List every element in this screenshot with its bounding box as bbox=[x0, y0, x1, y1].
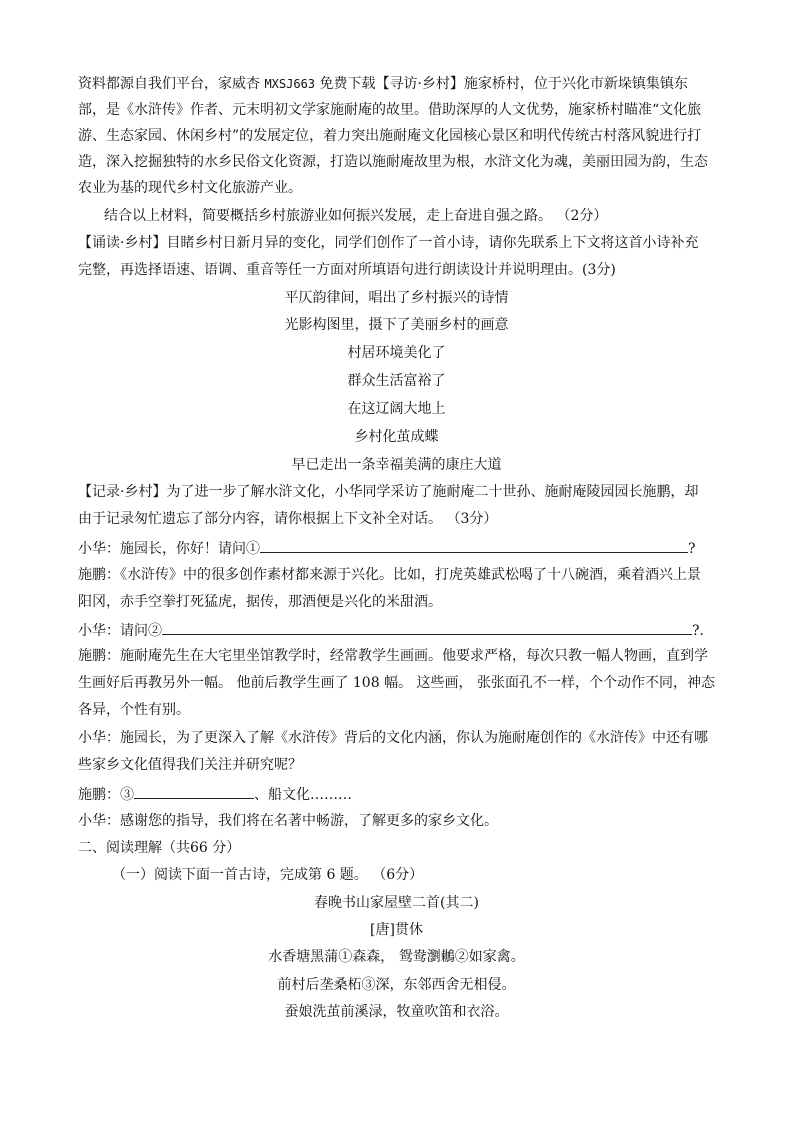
poem-line-6: 乡村化茧成蝶 bbox=[354, 429, 439, 445]
dialog-5-line-1: 小华：施园长，为了更深入了解《水浒传》背后的文化内涵，你认为施耐庵创作的《水浒传》中还有哪 bbox=[78, 730, 708, 746]
dialog-6 bbox=[78, 784, 718, 804]
paragraph-3-line-1: 【记录·乡村】为了进一步了解水浒文化，小华同学采访了施耐庵二十世孙、施耐庵陵园园长施鹏，却 bbox=[78, 484, 699, 500]
section-2-title: 二、阅读理解（共66 分） bbox=[78, 840, 241, 856]
dialog-4-line-3: 各异，个性有别。 bbox=[78, 702, 190, 718]
question-1: 结合以上材料，简要概括乡村旅游业如何振兴发展，走上奋进自强之路。 （2分） bbox=[104, 208, 608, 224]
dialog-5-line-2: 些家乡文化值得我们关注并研究呢？ bbox=[78, 757, 302, 773]
paragraph-2-line-2: 完整，再选择语速、语调、重音等任一方面对所填语句进行朗读设计并说明理由。(3分) bbox=[78, 262, 616, 278]
dialog-4-line-1: 施鹏：施耐庵先生在大宅里坐馆教学时，经常教学生画画。他要求严格，每次只教一幅人物画，直到学 bbox=[78, 648, 708, 664]
poem-line-2: 光影构图里，摄下了美丽乡村的画意 bbox=[284, 317, 509, 333]
answer-blank-2[interactable] bbox=[162, 620, 692, 635]
ancient-poem-line-3: 蚕娘洗茧前溪渌，牧童吹笛和衣浴。 bbox=[284, 1004, 509, 1020]
ancient-poem-author: [唐]贯休 bbox=[370, 922, 423, 938]
dialog-1 bbox=[78, 538, 718, 558]
dialog-3 bbox=[78, 620, 718, 640]
paragraph-2-line-1: 【诵读·乡村】目睹乡村日新月异的变化，同学们创作了一首小诗，请你先联系上下文将这首小诗补充 bbox=[78, 235, 699, 251]
answer-blank-3[interactable] bbox=[134, 784, 254, 799]
dialog-3-text: 小华：请问② bbox=[78, 623, 162, 639]
paragraph-1-line-2: 部，是《水浒传》作者、元末明初文学家施耐庵的故里。借助深厚的人文优势，施家桥村瞄准“文化旅 bbox=[78, 102, 702, 118]
dialog-6-text: 施鹏：③ bbox=[78, 787, 134, 803]
paragraph-1-line-3: 游、生态家园、休闲乡村”的发展定位，着力突出施耐庵文化园核心景区和明代传统古村落风貌进行打 bbox=[78, 128, 702, 144]
p1-text-a: 资料都源自我们平台，家威杏 bbox=[78, 76, 265, 92]
dialog-1-text: 小华：施园长，你好！请问① bbox=[78, 541, 260, 557]
paragraph-1-line-1 bbox=[78, 75, 718, 93]
p1-text-b: 免费下载【寻访·乡村】施家桥村，位于兴化市新垛镇集镇东 bbox=[315, 76, 688, 92]
dialog-2-line-2: 阳冈，赤手空拳打死猛虎，据传，那酒便是兴化的米甜酒。 bbox=[78, 594, 442, 610]
poem-line-1: 平仄韵律间，唱出了乡村振兴的诗情 bbox=[284, 290, 509, 306]
dialog-2-line-1: 施鹏：《水浒传》中的很多创作素材都来源于兴化。比如，打虎英雄武松喝了十八碗酒，乘着酒兴上景 bbox=[78, 567, 701, 583]
poem-line-3: 村居环境美化了 bbox=[347, 345, 446, 361]
paragraph-1-line-4: 造，深入挖掘独特的水乡民俗文化资源，打造以施耐庵故里为根，水浒文化为魂，美丽田园为韵，生态 bbox=[78, 154, 708, 170]
ancient-poem-title: 春晚书山家屋壁二首(其二) bbox=[314, 895, 479, 911]
paragraph-1-line-5: 农业为基的现代乡村文化旅游产业。 bbox=[78, 180, 302, 196]
poem-line-5: 在这辽阔大地上 bbox=[347, 401, 446, 417]
poem-line-4: 群众生活富裕了 bbox=[347, 373, 446, 389]
answer-blank-1[interactable] bbox=[260, 538, 688, 553]
section-2-subtitle: （一）阅读下面一首古诗，完成第 6 题。 （6分） bbox=[112, 867, 424, 883]
dialog-6-end: 、船文化……… bbox=[254, 787, 352, 803]
poem-line-7: 早已走出一条幸福美满的康庄大道 bbox=[291, 457, 502, 473]
dialog-4-line-2: 生画好后再教另外一幅。 他前后教学生画了 108 幅。 这些画， 张张面孔不一样，个个动作不同，神态 bbox=[78, 675, 715, 691]
paragraph-3-line-2: 由于记录匆忙遗忘了部分内容，请你根据上下文补全对话。 （3分） bbox=[78, 511, 498, 527]
dialog-3-end: ?. bbox=[692, 623, 704, 639]
ancient-poem-line-1: 水香塘黑蒲①森森， 鸳鸯瀏鶒②如家禽。 bbox=[268, 949, 525, 965]
p1-code: MXSJ663 bbox=[264, 77, 316, 91]
ancient-poem-line-2: 前村后垄桑柘③深，东邻西舍无相侵。 bbox=[277, 977, 516, 993]
dialog-1-end: ? bbox=[688, 541, 696, 557]
dialog-7: 小华：感谢您的指导，我们将在名著中畅游，了解更多的家乡文化。 bbox=[78, 813, 498, 829]
